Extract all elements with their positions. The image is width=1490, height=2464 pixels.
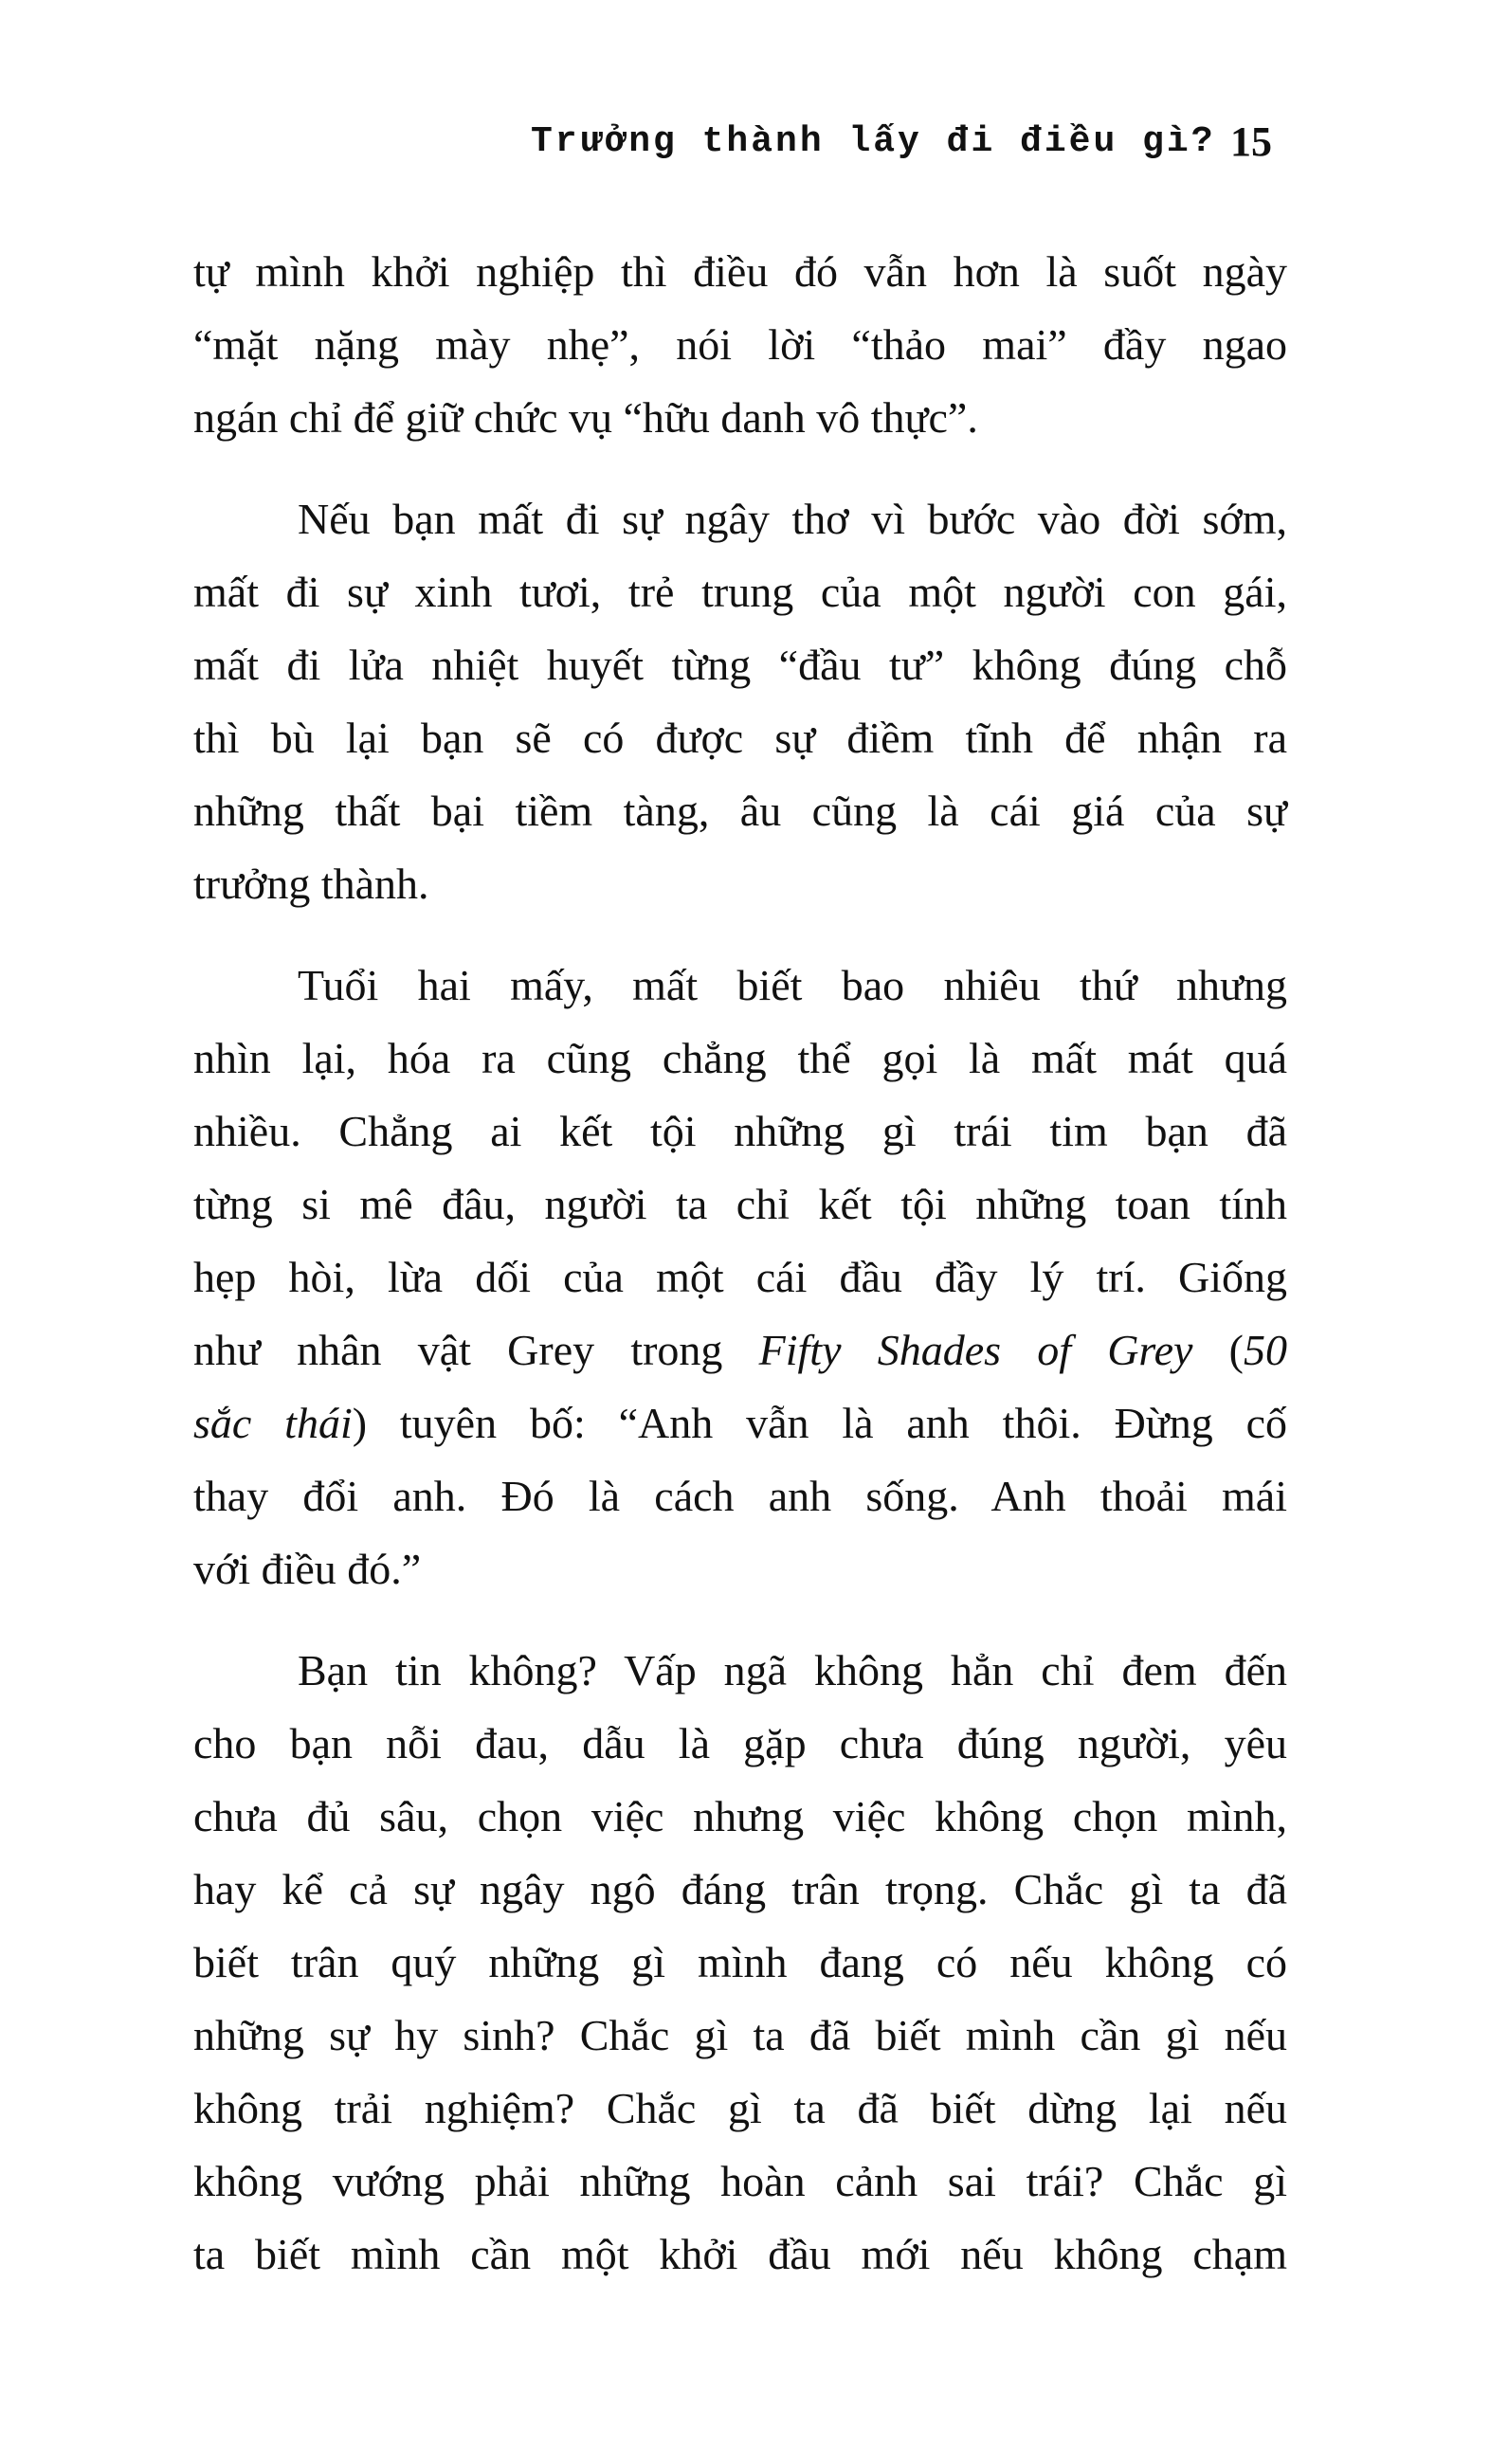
text-line bbox=[193, 949, 1287, 1022]
text-line bbox=[193, 1241, 1287, 1314]
text-segment: hay kể cả sự ngây ngô đáng trân trọng. Chắc gì ta đã bbox=[193, 1865, 1287, 1913]
text-segment: nhiều. Chẳng ai kết tội những gì trái tim bạn đã bbox=[193, 1107, 1287, 1155]
page-header bbox=[531, 118, 1289, 178]
text-line bbox=[193, 2218, 1287, 2291]
text-segment: không vướng phải những hoàn cảnh sai trái? Chắc gì bbox=[193, 2157, 1287, 2205]
text-line bbox=[193, 2072, 1287, 2145]
text-segment: chưa đủ sâu, chọn việc nhưng việc không chọn mình, bbox=[193, 1792, 1287, 1840]
text-line bbox=[193, 1095, 1287, 1168]
text-line bbox=[193, 1459, 1287, 1532]
text-segment: với điều đó.” bbox=[193, 1545, 422, 1593]
text-line bbox=[193, 1168, 1287, 1241]
text-line bbox=[193, 308, 1287, 381]
text-segment: ngán chỉ để giữ chức vụ “hữu danh vô thực”. bbox=[193, 393, 978, 442]
text-segment: biết trân quý những gì mình đang có nếu không có bbox=[193, 1938, 1287, 1986]
page-number: 15 bbox=[1230, 118, 1272, 165]
text-segment: ) tuyên bố: “Anh vẫn là anh thôi. Đừng cố bbox=[352, 1399, 1287, 1447]
text-segment: nhìn lại, hóa ra cũng chẳng thể gọi là mất mát quá bbox=[193, 1034, 1287, 1082]
text-line bbox=[193, 1999, 1287, 2072]
text-segment: hẹp hòi, lừa dối của một cái đầu đầy lý trí. Giống bbox=[193, 1253, 1287, 1301]
text-line bbox=[193, 701, 1287, 774]
text-line bbox=[193, 555, 1287, 628]
text-segment: “mặt nặng mày nhẹ”, nói lời “thảo mai” đầy ngao bbox=[193, 320, 1287, 369]
paragraph bbox=[193, 482, 1287, 920]
paragraph bbox=[193, 1634, 1287, 2291]
text-line bbox=[193, 774, 1287, 847]
text-line bbox=[193, 1386, 1287, 1459]
text-segment: mất đi sự xinh tươi, trẻ trung của một người con gái, bbox=[193, 568, 1287, 616]
text-line bbox=[193, 1926, 1287, 1999]
text-line bbox=[193, 1634, 1287, 1707]
text-segment: như nhân vật Grey trong bbox=[193, 1326, 759, 1374]
text-segment: không trải nghiệm? Chắc gì ta đã biết dừng lại nếu bbox=[193, 2084, 1287, 2132]
italic-text: sắc thái bbox=[193, 1399, 353, 1447]
paragraph bbox=[193, 949, 1287, 1605]
text-segment: mất đi lửa nhiệt huyết từng “đầu tư” không đúng chỗ bbox=[193, 641, 1287, 689]
text-segment: ta biết mình cần một khởi đầu mới nếu không chạm bbox=[193, 2230, 1287, 2278]
text-line bbox=[193, 1022, 1287, 1095]
text-segment: từng si mê đâu, người ta chỉ kết tội những toan tính bbox=[193, 1180, 1287, 1228]
text-segment: những thất bại tiềm tàng, âu cũng là cái giá của sự bbox=[193, 787, 1287, 835]
text-line bbox=[193, 1707, 1287, 1780]
text-segment: trưởng thành. bbox=[193, 860, 429, 908]
text-line bbox=[193, 381, 1287, 454]
text-line bbox=[193, 235, 1287, 308]
italic-text: Fifty Shades of Grey bbox=[758, 1326, 1193, 1374]
paragraph bbox=[193, 235, 1287, 454]
text-line bbox=[193, 1314, 1287, 1386]
text-line bbox=[193, 1853, 1287, 1926]
text-line bbox=[193, 847, 1287, 920]
text-segment: thay đổi anh. Đó là cách anh sống. Anh thoải mái bbox=[193, 1472, 1287, 1520]
text-line bbox=[193, 1532, 1287, 1605]
text-line bbox=[193, 628, 1287, 701]
running-title: Trưởng thành lấy đi điều gì? bbox=[531, 121, 1216, 162]
text-segment: ( bbox=[1192, 1326, 1244, 1374]
text-segment: tự mình khởi nghiệp thì điều đó vẫn hơn là suốt ngày bbox=[193, 247, 1287, 296]
text-line bbox=[193, 1780, 1287, 1853]
text-segment: cho bạn nỗi đau, dẫu là gặp chưa đúng người, yêu bbox=[193, 1719, 1287, 1767]
text-segment: thì bù lại bạn sẽ có được sự điềm tĩnh để nhận ra bbox=[193, 714, 1287, 762]
text-segment: những sự hy sinh? Chắc gì ta đã biết mình cần gì nếu bbox=[193, 2011, 1287, 2059]
text-segment: Tuổi hai mấy, mất biết bao nhiêu thứ nhưng bbox=[298, 961, 1287, 1009]
text-segment: Nếu bạn mất đi sự ngây thơ vì bước vào đời sớm, bbox=[298, 495, 1287, 543]
text-line bbox=[193, 2145, 1287, 2218]
text-line bbox=[193, 482, 1287, 555]
body-text bbox=[193, 235, 1287, 2291]
italic-text: 50 bbox=[1244, 1326, 1287, 1374]
text-segment: Bạn tin không? Vấp ngã không hẳn chỉ đem đến bbox=[298, 1646, 1287, 1694]
